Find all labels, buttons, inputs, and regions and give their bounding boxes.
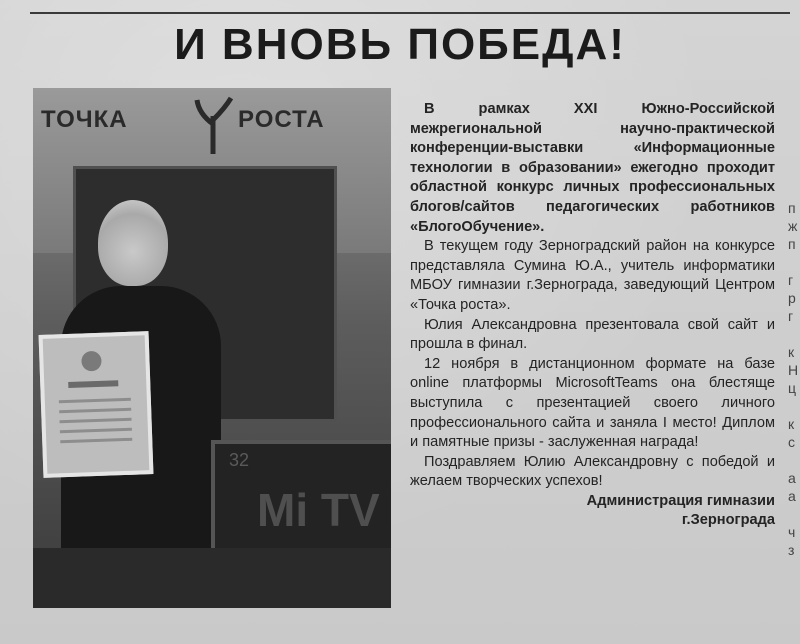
certificate-title-mark (68, 380, 118, 388)
side-letter: г (788, 308, 794, 324)
sprout-logo-icon (193, 96, 233, 156)
side-letter: с (788, 434, 795, 450)
signature-line-2: г.Зернограда (681, 512, 775, 529)
side-letter: а (788, 488, 796, 504)
article-body (410, 100, 775, 531)
article-headline: И ВНОВЬ ПОБЕДА! (174, 20, 626, 69)
article-paragraph: В текущем году Зерноградский район на конкурсе представляла Сумина Ю.А., учитель информатики МБОУ гимназии г.Зернограда, заведующий Центром «Точка роста». (410, 238, 775, 313)
certificate-line (59, 408, 131, 414)
adjacent-column-fragment (784, 160, 800, 610)
side-letter: п (788, 236, 796, 252)
tv-brand-text: Mi TV (257, 484, 380, 536)
side-letter: г (788, 272, 794, 288)
top-divider (30, 0, 790, 14)
side-letter: р (788, 290, 796, 306)
person-head (98, 200, 168, 286)
diploma-certificate (39, 331, 154, 478)
side-letter: п (788, 200, 796, 216)
side-letter: ч (788, 524, 796, 540)
article-paragraph: Поздравляем Юлию Александровну с победой и желаем творческих успехов! (410, 453, 775, 490)
side-letter: з (788, 542, 795, 558)
side-letter: к (788, 416, 795, 432)
signature-line-1: Администрация гимназии (586, 492, 775, 509)
article-paragraph: Юлия Александровна презентовала свой сайт и прошла в финал. (410, 316, 775, 353)
article-photo (33, 88, 391, 608)
certificate-line (60, 418, 132, 424)
side-letter: ц (788, 380, 797, 396)
tv-number: 32 (229, 450, 250, 470)
side-letter: ж (788, 218, 798, 234)
emblem-icon (81, 351, 102, 372)
side-letter: к (788, 344, 795, 360)
certificate-line (59, 398, 131, 404)
certificate-line (60, 438, 132, 444)
photo-logo-left: ТОЧКА (41, 106, 128, 133)
side-letter: а (788, 470, 796, 486)
certificate-line (60, 428, 132, 434)
desk (33, 548, 391, 608)
side-letter: Н (788, 362, 799, 378)
article-paragraph: 12 ноября в дистанционном формате на базе online платформы MicrosoftTeams она блестяще выступила с презентацией своего личного профессионального сайта и заняла I место! Диплом и памятные призы - заслуженная награда! (410, 355, 775, 451)
photo-logo-right: РОСТА (238, 106, 325, 133)
article-intro: В рамках XXI Южно-Российской межрегиональной научно-практической конференции-выставки «Информационные технологии в образовании» ежегодно проходит областной конкурс личных профессиональных блогов/сайтов педагогических работников «БлогоОбучение». (410, 101, 775, 235)
